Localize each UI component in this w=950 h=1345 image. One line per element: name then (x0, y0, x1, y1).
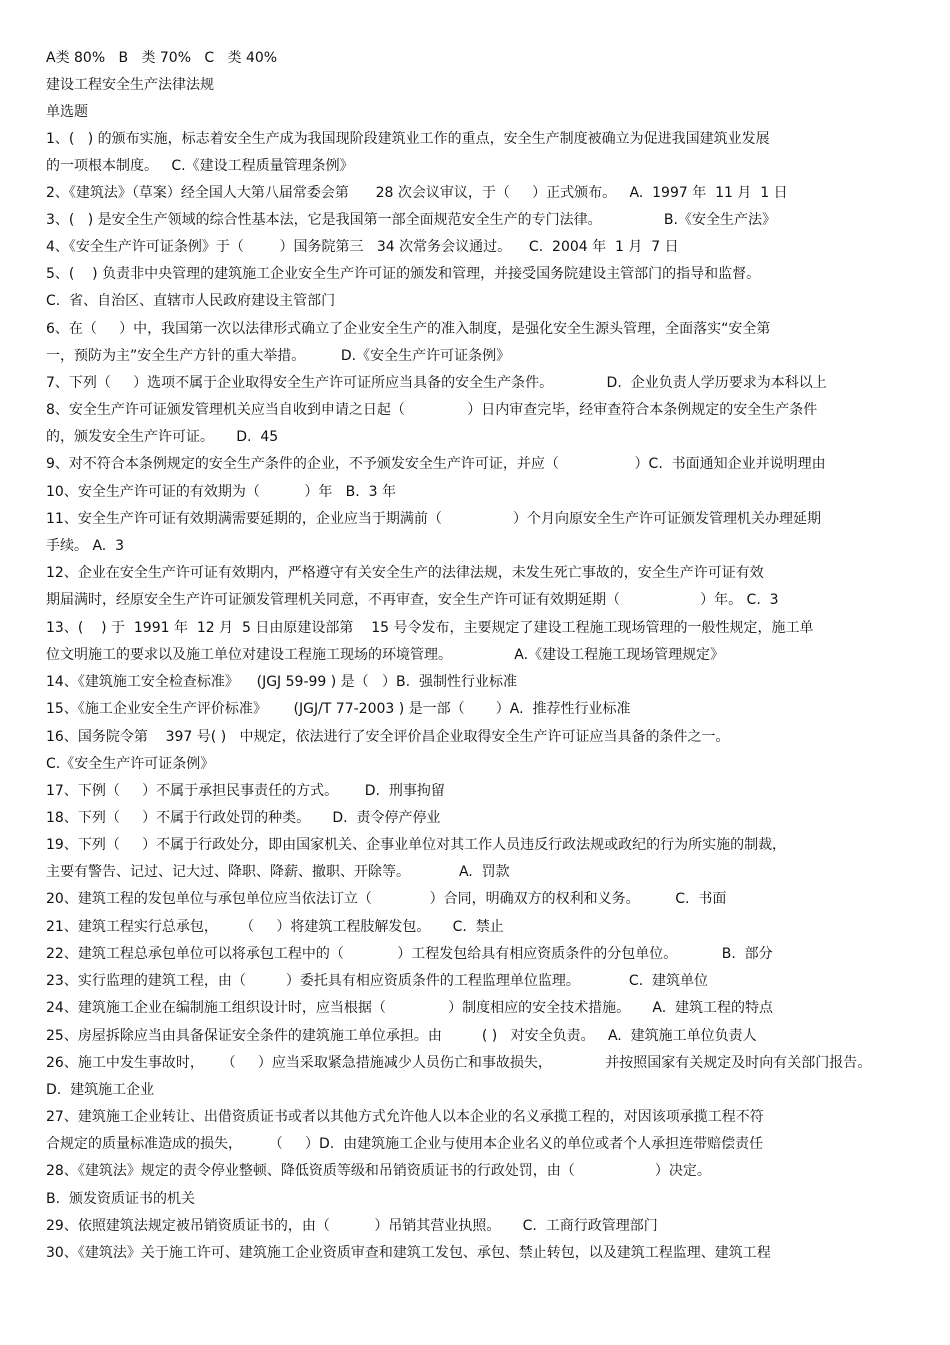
text-line: 4、《安全生产许可证条例》于（ ）国务院第三 34 次常务会议通过。 C. 2004 年 1 月 7 日 (46, 239, 679, 255)
text-line: 3、( ) 是安全生产领域的综合性基本法，它是我国第一部全面规范安全生产的专门法律。 B.《安全生产法》 (46, 212, 776, 228)
text-line: 一，预防为主”安全生产方针的重大举措。 D.《安全生产许可证条例》 (46, 348, 511, 364)
text-line: 27、建筑施工企业转让、出借资质证书或者以其他方式允许他人以本企业的名义承揽工程的，对因该项承揽工程不符 (46, 1109, 764, 1125)
text-line: 16、国务院令第 397 号( ) 中规定，依法进行了安全评价昌企业取得安全生产许可证应当具备的条件之一。 (46, 729, 730, 745)
text-line: 2、《建筑法》（草案）经全国人大第八届常委会第 28 次会议审议，于（ ）正式颁布。 A. 1997 年 11 月 1 日 (46, 185, 788, 201)
text-line: 24、建筑施工企业在编制施工组织设计时，应当根据（ ）制度相应的安全技术措施。 A. 建筑工程的特点 (46, 1000, 774, 1016)
text-line: 9、对不符合本条例规定的安全生产条件的企业，不予颁发安全生产许可证，并应（ ）C. 书面通知企业并说明理由 (46, 456, 826, 472)
text-line: 28、《建筑法》规定的责令停业整顿、降低资质等级和吊销资质证书的行政处罚，由（ ）决定。 (46, 1163, 711, 1179)
text-line: 期届满时，经原安全生产许可证颁发管理机关同意，不再审查，安全生产许可证有效期延期（ ）年。 C. 3 (46, 592, 779, 608)
text-line: 10、安全生产许可证的有效期为（ ）年 B. 3 年 (46, 484, 396, 500)
text-line: 12、企业在安全生产许可证有效期内，严格遵守有关安全生产的法律法规，未发生死亡事故的，安全生产许可证有效 (46, 565, 764, 581)
text-line: 建设工程安全生产法律法规 (46, 77, 214, 93)
text-line: 11、安全生产许可证有效期满需要延期的，企业应当于期满前（ ）个月向原安全生产许可证颁发管理机关办理延期 (46, 511, 822, 527)
text-line: 5、( ) 负责非中央管理的建筑施工企业安全生产许可证的颁发和管理，并接受国务院建设主管部门的指导和监督。 (46, 266, 761, 282)
text-line: 的一项根本制度。 C.《建设工程质量管理条例》 (46, 158, 354, 174)
text-line: 15、《施工企业安全生产评价标准》 (JGJ/T 77-2003 ) 是一部（ ）A. 推荐性行业标准 (46, 701, 631, 717)
text-line: 6、在（ ）中，我国第一次以法律形式确立了企业安全生产的准入制度，是强化安全生源头管理，全面落实“安全第 (46, 321, 771, 337)
text-line: C. 省、自治区、直辖市人民政府建设主管部门 (46, 293, 336, 309)
text-line: 19、下列（ ）不属于行政处分，即由国家机关、企事业单位对其工作人员违反行政法规或政纪的行为所实施的制裁， (46, 837, 787, 853)
text-line: B. 颁发资质证书的机关 (46, 1191, 195, 1207)
text-line: 29、依照建筑法规定被吊销资质证书的，由（ ）吊销其营业执照。 C. 工商行政管理部门 (46, 1218, 658, 1234)
text-line: 21、建筑工程实行总承包， （ ）将建筑工程肢解发包。 C. 禁止 (46, 919, 504, 935)
text-line: 1、( ) 的颁布实施，标志着安全生产成为我国现阶段建筑业工作的重点，安全生产制度被确立为促进我国建筑业发展 (46, 131, 770, 147)
text-line: A类 80% B 类 70% C 类 40% (46, 50, 278, 66)
text-line: 位文明施工的要求以及施工单位对建设工程施工现场的环境管理。 A.《建设工程施工现场管理规定》 (46, 647, 725, 663)
text-line: 7、下列（ ）选项不属于企业取得安全生产许可证所应当具备的安全生产条件。 D. 企业负责人学历要求为本科以上 (46, 375, 827, 391)
text-line: 17、下例（ ）不属于承担民事责任的方式。 D. 刑事拘留 (46, 783, 445, 799)
text-line: 合规定的质量标准造成的损失， （ ）D. 由建筑施工企业与使用本企业名义的单位或者个人承担连带赔偿责任 (46, 1136, 764, 1152)
text-line: D. 建筑施工企业 (46, 1082, 155, 1098)
text-line: 30、《建筑法》关于施工许可、建筑施工企业资质审查和建筑工发包、承包、禁止转包，以及建筑工程监理、建筑工程 (46, 1245, 771, 1261)
text-line: 22、建筑工程总承包单位可以将承包工程中的（ ）工程发包给具有相应资质条件的分包单位。 B. 部分 (46, 946, 773, 962)
text-line: 26、施工中发生事故时， （ ）应当采取紧急措施减少人员伤亡和事故损失， 并按照国家有关规定及时向有关部门报告。 (46, 1055, 872, 1071)
text-line: 20、建筑工程的发包单位与承包单位应当依法订立（ ）合同，明确双方的权利和义务。 C. 书面 (46, 891, 727, 907)
text-line: 的，颁发安全生产许可证。 D. 45 (46, 429, 279, 445)
text-line: 主要有警告、记过、记大过、降职、降薪、撤职、开除等。 A. 罚款 (46, 864, 510, 880)
text-line: 13、( ) 于 1991 年 12 月 5 日由原建设部第 15 号令发布，主要规定了建设工程施工现场管理的一般性规定，施工单 (46, 620, 814, 636)
text-line: 手续。 A. 3 (46, 538, 125, 554)
text-line: 18、下列（ ）不属于行政处罚的种类。 D. 责令停产停业 (46, 810, 441, 826)
text-line: 8、安全生产许可证颁发管理机关应当自收到申请之日起（ ）日内审查完毕，经审查符合本条例规定的安全生产条件 (46, 402, 818, 418)
text-line: 14、《建筑施工安全检查标准》 (JGJ 59-99 ) 是（ ）B. 强制性行业标准 (46, 674, 517, 690)
text-line: 单选题 (46, 104, 88, 120)
text-line: C.《安全生产许可证条例》 (46, 756, 215, 772)
text-line: 23、实行监理的建筑工程，由（ ）委托具有相应资质条件的工程监理单位监理。 C. 建筑单位 (46, 973, 708, 989)
text-line: 25、房屋拆除应当由具备保证安全条件的建筑施工单位承担。由 ( ) 对安全负责。 A. 建筑施工单位负责人 (46, 1028, 757, 1044)
